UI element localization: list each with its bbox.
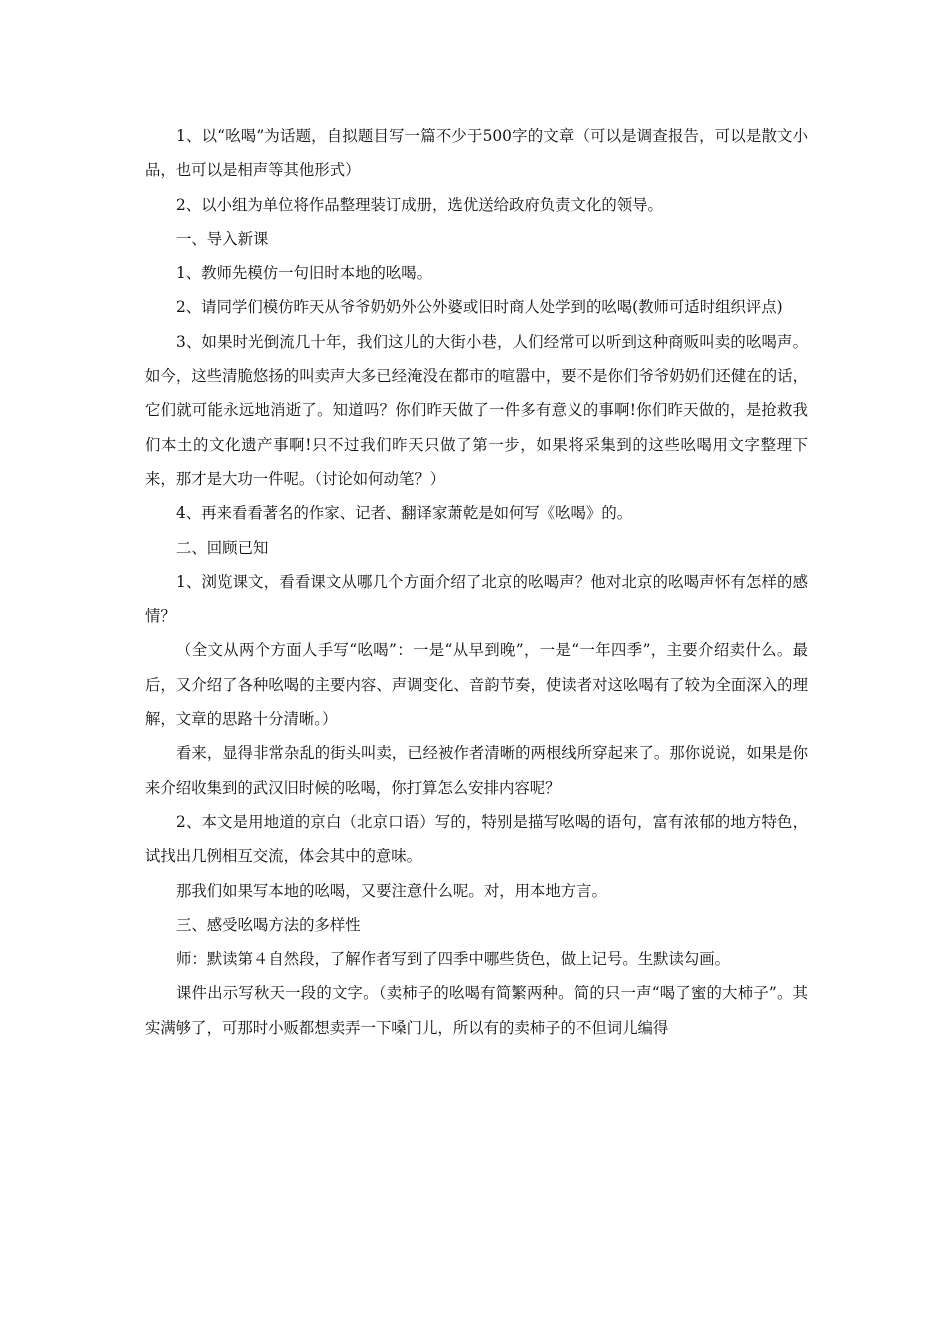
- paragraph-8: （全文从两个方面人手写“吆喝”：一是“从早到晚”，一是“一年四季”，主要介绍卖什么。最后，又介绍了各种吆喝的主要内容、声调变化、音韵节奏，使读者对这吆喝有了较为全面深入的理解，文章的思路十分清晰。）: [145, 641, 808, 729]
- paragraph-4: 2、请同学们模仿昨天从爷爷奶奶外公外婆或旧时商人处学到的吆喝(教师可适时组织评点): [176, 298, 783, 317]
- paragraph-7: 1、浏览课文，看看课文从哪几个方面介绍了北京的吆喝声？他对北京的吆喝声怀有怎样的感情？: [145, 572, 808, 626]
- section-heading-2: 二、回顾已知: [176, 538, 269, 557]
- section-heading-1: 一、导入新课: [176, 229, 269, 248]
- paragraph-3: 1、教师先模仿一句旧时本地的吆喝。: [176, 264, 433, 283]
- paragraph-5: 3、如果时光倒流几十年，我们这儿的大街小巷，人们经常可以听到这种商贩叫卖的吆喝声。如今，这些清脆悠扬的叫卖声大多已经淹没在都市的喧嚣中，要不是你们爷爷奶奶们还健在的话，它们就可能永远地消逝了。知道吗？你们昨天做了一件多有意义的事啊!你们昨天做的，是抢救我们本土的文化遗产事啊!只不过我们昨天只做了第一步，如果将采集到的这些吆喝用文字整理下来，那才是大功一件呢。（讨论如何动笔？）: [145, 332, 808, 488]
- document-body: [145, 119, 808, 1045]
- paragraph-2: 2、以小组为单位将作品整理装订成册，选优送给政府负责文化的领导。: [176, 195, 663, 214]
- section-heading-3: 三、感受吆喝方法的多样性: [176, 915, 361, 934]
- paragraph-6: 4、再来看看著名的作家、记者、翻译家萧乾是如何写《吆喝》的。: [176, 504, 633, 523]
- paragraph-10: 2、本文是用地道的京白（北京口语）写的，特别是描写吆喝的语句，富有浓郁的地方特色，试找出几例相互交流，体会其中的意味。: [145, 812, 808, 866]
- paragraph-9: 看来，显得非常杂乱的街头叫卖，已经被作者清晰的两根线所穿起来了。那你说说，如果是你来介绍收集到的武汉旧时候的吆喝，你打算怎么安排内容呢？: [145, 744, 808, 797]
- paragraph-11: 那我们如果写本地的吆喝，又要注意什么呢。对，用本地方言。: [176, 881, 607, 900]
- paragraph-12: 师：默读第４自然段，了解作者写到了四季中哪些货色，做上记号。生默读勾画。: [176, 950, 731, 969]
- paragraph-1: 1、以“吆喝”为话题，自拟题目写一篇不少于500字的文章（可以是调查报告，可以是散文小品，也可以是相声等其他形式）: [145, 127, 808, 180]
- paragraph-13: 课件出示写秋天一段的文字。（卖柿子的吆喝有简繁两种。简的只一声“喝了蜜的大柿子”。其实满够了，可那时小贩都想卖弄一下嗓门儿，所以有的卖柿子的不但词儿编得: [145, 984, 808, 1037]
